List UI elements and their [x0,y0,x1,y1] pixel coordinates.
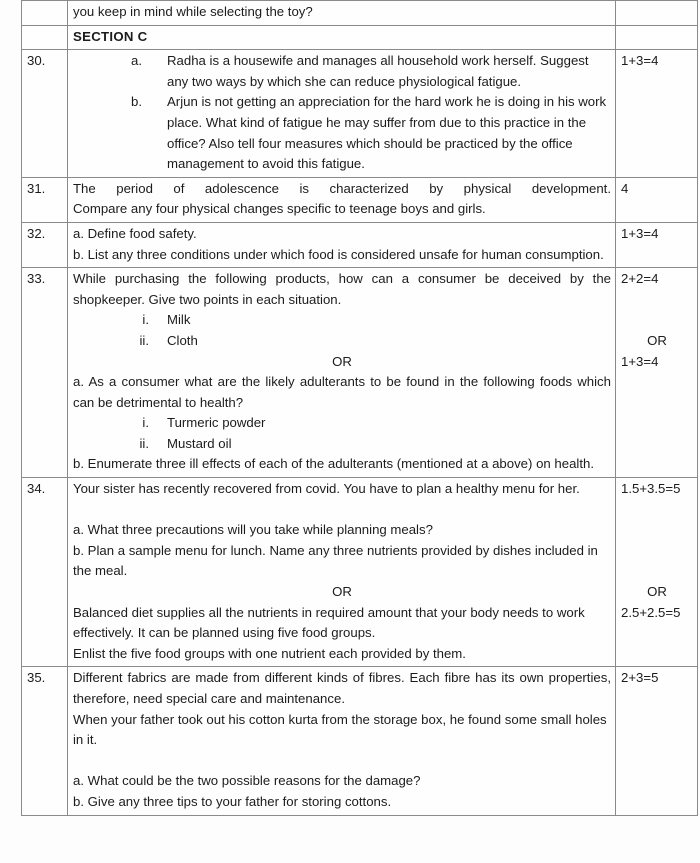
list-marker: ii. [139,332,149,348]
or-separator: OR [647,332,667,348]
marks-cell: 2+3=5 [616,667,698,815]
or-separator: OR [647,584,667,600]
list-marker: b. [131,94,142,110]
marks-value: 1.5+3.5=5 [621,481,681,497]
list-item-text: Mustard oil [167,435,232,451]
marks-cell: 1+3=4 [616,50,698,178]
marks-cell [616,268,698,478]
section-header-row [22,25,698,50]
spacer [621,541,693,562]
list-item-text: Cloth [167,332,198,348]
alt-sub-question-b: b. Enumerate three ill effects of each of the adulterants (mentioned at a above) on health. [73,456,594,472]
sub-question-b: b. Plan a sample menu for lunch. Name any three nutrients provided by dishes included in the meal. [73,542,598,579]
section-heading: SECTION C [68,25,616,50]
spacer [73,500,611,521]
marks-cell [616,478,698,667]
spacer [621,520,693,541]
table-row [22,177,698,222]
continued-question-text: you keep in mind while selecting the toy? [73,4,313,19]
alt-question-line2: Enlist the five food groups with one nutrient each provided by them. [73,645,466,661]
question-intro-text: While purchasing the following products, how can a consumer be deceived by the shopkeeper. Give two points in each situation. [73,271,611,307]
question-number-cell: 35. [22,667,68,815]
sub-question-b: b. List any three conditions under which food is considered unsafe for human consumption. [73,246,604,262]
spacer [621,310,693,331]
question-body-cell [68,177,616,222]
or-separator: OR [332,584,352,600]
list-item-text: Milk [167,312,191,328]
question-number-cell: 32. [22,222,68,267]
list-marker: a. [131,53,142,69]
table-row [22,667,698,815]
list-item [73,413,611,434]
list-item-text: Radha is a housewife and manages all household work herself. Suggest any two ways by which she can reduce physiological fatigue. [167,53,589,89]
list-item [73,310,611,331]
question-intro-line2: When your father took out his cotton kurta from the storage box, he found some small holes in it. [73,711,607,748]
alt-marks-value: 1+3=4 [621,353,659,369]
question-text-line2: Compare any four physical changes specific to teenage boys and girls. [73,201,486,217]
question-number-cell [22,1,68,26]
marks-cell [616,1,698,26]
table-row [22,1,698,26]
spacer [621,500,693,521]
list-item [73,434,611,455]
marks-value: 2+2=4 [621,271,659,287]
question-body-cell [68,268,616,478]
table-row [22,268,698,478]
question-paper-table [21,0,698,816]
question-number-cell [22,25,68,50]
sub-question-a: a. What could be the two possible reasons for the damage? [73,773,421,789]
table-row [22,478,698,667]
alt-sub-question-list [73,413,611,454]
list-marker: i. [142,415,149,431]
list-item [73,92,611,174]
question-body-cell [68,222,616,267]
sub-question-list [73,51,611,175]
question-intro-line1: Different fabrics are made from different kinds of fibres. Each fibre has its own properties, therefore, need special care and maintenance. [73,670,611,706]
alt-question-line1: Balanced diet supplies all the nutrients in required amount that your body needs to work effectively. It can be planned using five food groups. [73,604,585,641]
or-separator: OR [332,353,352,369]
spacer [621,561,693,582]
list-item-text: Arjun is not getting an appreciation for the hard work he is doing in his work place. What kind of fatigue he may suffer from due to this practice in the office? Also tell four measures which should be practiced by the office management to avoid this fatigue. [167,94,607,172]
table-row [22,50,698,178]
list-item [73,51,611,92]
sub-question-a: a. Define food safety. [73,225,197,241]
marks-cell: 1+3=4 [616,222,698,267]
sub-question-a: a. What three precautions will you take while planning meals? [73,522,433,538]
list-marker: ii. [139,435,149,451]
question-number-cell: 34. [22,478,68,667]
question-body-cell [68,667,616,815]
sub-question-list [73,310,611,351]
spacer [621,290,693,311]
marks-cell [616,25,698,50]
question-body-cell [68,50,616,178]
list-item [73,331,611,352]
alt-sub-question-a: a. As a consumer what are the likely adulterants to be found in the following foods which can be detrimental to health? [73,374,611,410]
list-marker: i. [142,312,149,328]
question-number-cell: 33. [22,268,68,478]
sub-question-b: b. Give any three tips to your father for storing cottons. [73,793,392,809]
question-body-cell [68,1,616,26]
question-text-line1: The period of adolescence is characterized by physical development. [73,180,611,196]
table-row [22,222,698,267]
alt-marks-value: 2.5+2.5=5 [621,604,681,620]
spacer [73,751,611,772]
question-number-cell: 31. [22,177,68,222]
list-item-text: Turmeric powder [167,415,266,431]
question-number-cell: 30. [22,50,68,178]
question-body-cell [68,478,616,667]
question-intro-text: Your sister has recently recovered from covid. You have to plan a healthy menu for her. [73,481,580,497]
marks-cell: 4 [616,177,698,222]
